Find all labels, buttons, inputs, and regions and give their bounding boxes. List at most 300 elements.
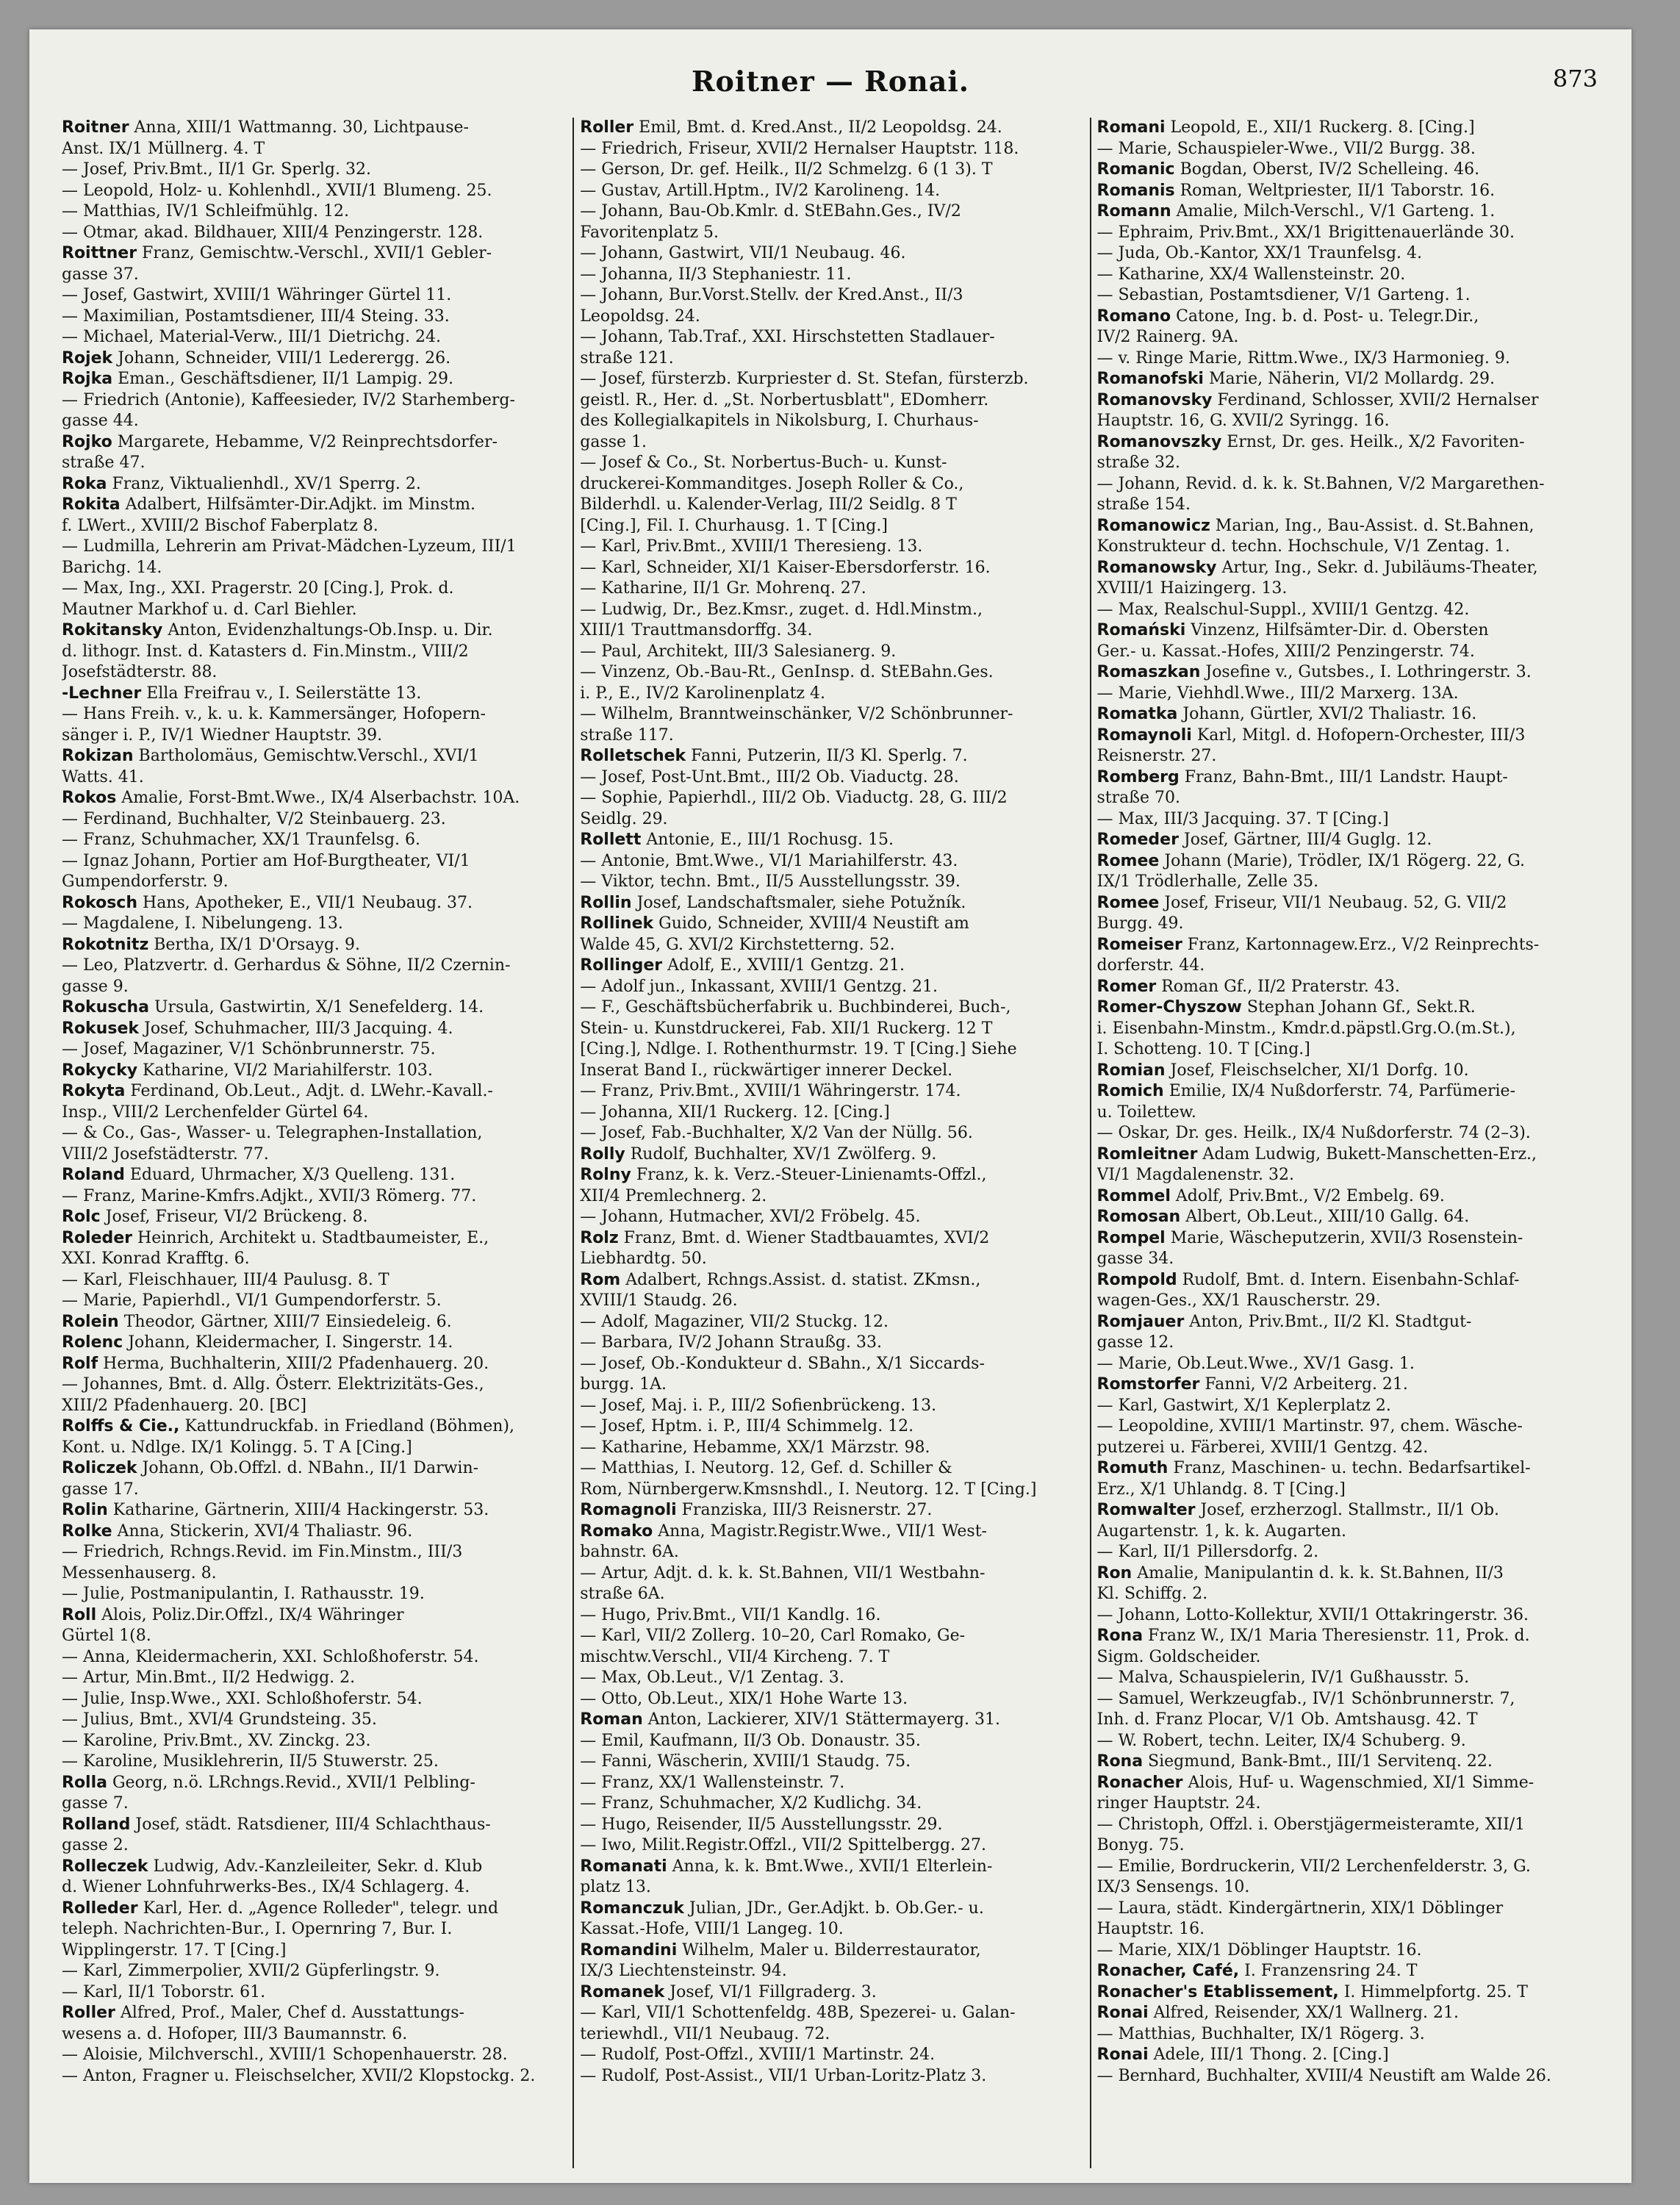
entry-details: — Emil, Kaufmann, II/3 Ob. Donaustr. 35. <box>580 1731 921 1750</box>
entry-details: — Artur, Adjt. d. k. k. St.Bahnen, VII/1 Westbahn- <box>580 1563 986 1582</box>
entry-details: IX/3 Sensengs. 10. <box>1096 1878 1250 1896</box>
entry-surname: Ron <box>1096 1563 1132 1582</box>
entry-details: Kattundruckfab. in Friedland (Böhmen), <box>179 1417 514 1435</box>
entry-surname: Rollinek <box>580 914 654 933</box>
entry-details: — Franz, Priv.Bmt., XVIII/1 Währingerstr. 174. <box>580 1082 961 1100</box>
directory-entry <box>580 956 1083 977</box>
entry-details: Siegmund, Bank-Bmt., III/1 Servitenq. 22. <box>1143 1752 1493 1771</box>
entry-surname: Rompel <box>1096 1228 1166 1247</box>
directory-entry <box>580 1186 1083 1208</box>
entry-details: druckerei-Kommanditges. Joseph Roller & Co., <box>580 474 964 493</box>
entry-details: Bartholomäus, Gemischtw.Verschl., XVI/1 <box>133 747 479 765</box>
entry-details: gasse 2. <box>62 1836 129 1854</box>
directory-entry <box>62 809 567 831</box>
entry-details: gasse 9. <box>62 977 129 996</box>
directory-entry <box>580 1291 1083 1312</box>
directory-entry <box>62 1228 567 1250</box>
directory-entry <box>580 725 1083 747</box>
entry-details: I. Schotteng. 10. T [Cing.] <box>1096 1040 1310 1058</box>
entry-details: Rudolf, Buchhalter, XV/1 Zwölferg. 9. <box>625 1144 937 1164</box>
entry-surname: Rokuscha <box>62 998 149 1017</box>
entry-surname: Roliczek <box>62 1459 137 1477</box>
entry-details: Hauptstr. 16. <box>1096 1920 1205 1938</box>
directory-entry <box>62 935 567 956</box>
entry-details: — Leo, Platzvertr. d. Gerhardus & Söhne, II/2 Czernin- <box>62 956 511 975</box>
directory-entry <box>62 453 567 474</box>
entry-details: Ger.- u. Kassat.-Hofes, XIII/2 Penzingerstr. 74. <box>1096 642 1475 661</box>
entry-surname: Romann <box>1096 202 1171 220</box>
entry-details: — Magdalene, I. Nibelungeng. 13. <box>62 914 343 933</box>
entry-surname: Roman <box>580 1710 643 1729</box>
entry-details: Artur, Ing., Sekr. d. Jubiläums-Theater, <box>1216 558 1538 577</box>
directory-entry <box>580 600 1083 621</box>
directory-entry <box>62 578 567 600</box>
entry-surname: Romeiser <box>1096 935 1182 954</box>
directory-entry <box>1097 558 1601 579</box>
entry-details: Adalbert, Rchngs.Assist. d. statist. ZKmsn., <box>620 1270 981 1289</box>
directory-entry <box>62 118 567 139</box>
directory-entry <box>580 746 1083 767</box>
directory-entry <box>62 872 567 893</box>
directory-entry <box>1097 1668 1601 1689</box>
entry-details: Johann, Ob.Offzl. d. NBahn., II/1 Darwin- <box>137 1459 479 1477</box>
entry-details: — Julie, Insp.Wwe., XXI. Schloßhoferstr. 54. <box>62 1689 423 1708</box>
directory-entry <box>1097 223 1601 244</box>
directory-entry <box>1097 453 1601 474</box>
entry-details: — Hugo, Reisender, II/5 Ausstellungsstr. 29. <box>580 1815 943 1834</box>
entry-details: straße 6A. <box>580 1585 665 1603</box>
entry-details: Josef, städt. Ratsdiener, III/4 Schlachthaus- <box>130 1815 491 1834</box>
directory-entry <box>1097 600 1601 621</box>
entry-details: — Josef & Co., St. Norbertus-Buch- u. Kunst- <box>580 453 947 472</box>
entry-details: Georg, n.ö. LRchngs.Revid., XVII/1 Pelbling- <box>107 1773 475 1792</box>
entry-details: — Wilhelm, Branntweinschänker, V/2 Schönbrunner- <box>580 705 1013 723</box>
directory-entry <box>62 201 567 223</box>
entry-details: — Josef, Gastwirt, XVIII/1 Währinger Gürtel 11. <box>62 286 452 304</box>
directory-entry <box>580 1605 1083 1627</box>
entry-details: Alois, Huf- u. Wagenschmied, XI/1 Simme- <box>1182 1773 1534 1792</box>
entry-surname: Rolc <box>62 1208 101 1226</box>
directory-entry <box>62 537 567 558</box>
entry-details: — Johann, Lotto-Kollektur, XVII/1 Ottakringerstr. 36. <box>1096 1605 1529 1624</box>
entry-details: Antonie, E., III/1 Rochusg. 15. <box>641 831 894 849</box>
entry-details: Anton, Priv.Bmt., II/2 Kl. Stadtgut- <box>1184 1312 1472 1331</box>
directory-entry <box>62 1689 567 1710</box>
directory-entry <box>580 1019 1083 1040</box>
entry-details: — Artur, Min.Bmt., II/2 Hedwigg. 2. <box>62 1668 356 1687</box>
entry-details: Eduard, Uhrmacher, X/3 Quelleng. 131. <box>124 1166 456 1184</box>
entry-details: — Katharine, Hebamme, XX/1 Märzstr. 98. <box>580 1438 930 1457</box>
entry-details: Rom, Nürnbergerw.Kmsnshdl., I. Neutorg. 12. T [Cing.] <box>580 1480 1037 1499</box>
entry-details: Franz, Kartonnagew.Erz., V/2 Reinprechts- <box>1182 935 1540 954</box>
directory-entry <box>1097 1144 1601 1166</box>
directory-entry <box>1097 830 1601 851</box>
directory-entry <box>1097 285 1601 306</box>
entry-details: dorferstr. 44. <box>1096 956 1205 975</box>
directory-entry <box>580 914 1083 935</box>
entry-details: XII/4 Premlechnerg. 2. <box>580 1186 767 1205</box>
entry-details: Emilie, IX/4 Nußdorferstr. 74, Parfümerie- <box>1163 1082 1515 1100</box>
entry-details: Josef, VI/1 Fillgraderg. 3. <box>664 1982 877 2001</box>
directory-entry <box>62 1731 567 1752</box>
directory-entry <box>580 1458 1083 1480</box>
directory-entry <box>1097 788 1601 809</box>
entry-details: Karl, Mitgl. d. Hofopern-Orchester, III/3 <box>1191 725 1526 745</box>
directory-entry <box>1097 851 1601 872</box>
directory-entry <box>1097 684 1601 705</box>
entry-details: — Anton, Fragner u. Fleischselcher, XVII/2 Klopstockg. 2. <box>62 2066 536 2085</box>
directory-entry <box>1097 1940 1601 1962</box>
entry-surname: Romanek <box>580 1982 665 2001</box>
entry-surname: Rolleczek <box>62 1857 148 1876</box>
entry-surname: Rokitansky <box>62 621 163 639</box>
directory-entry <box>62 1123 567 1144</box>
directory-entry <box>1097 411 1601 432</box>
entry-details: gasse 7. <box>62 1794 129 1813</box>
entry-details: Stephan Johann Gf., Sekt.R. <box>1241 998 1476 1017</box>
entry-surname: Rommel <box>1096 1186 1171 1205</box>
entry-surname: Rolla <box>62 1773 107 1792</box>
directory-entry <box>1097 1500 1601 1521</box>
directory-entry <box>1097 1081 1601 1102</box>
directory-entry <box>580 1416 1083 1438</box>
entry-details: IX/3 Liechtensteinstr. 94. <box>580 1962 787 1980</box>
entry-surname: Romaynoli <box>1096 725 1192 745</box>
entry-surname: Romanic <box>1096 160 1175 179</box>
entry-details: — Malva, Schauspielerin, IV/1 Gußhausstr. 5. <box>1096 1668 1470 1687</box>
entry-surname: Romako <box>580 1521 653 1541</box>
directory-entry <box>62 516 567 537</box>
entry-details: XIII/2 Pfadenhauerg. 20. [BC] <box>62 1396 307 1415</box>
entry-details: — Max, Realschul-Suppl., XVIII/1 Gentzg. 42. <box>1096 600 1470 619</box>
directory-entry <box>1097 1689 1601 1710</box>
entry-details: — & Co., Gas-, Wasser- u. Telegraphen-Installation, <box>62 1124 483 1142</box>
entry-surname: Ronai <box>1096 2046 1149 2064</box>
entry-details: — Johann, Revid. d. k. k. St.Bahnen, V/2 Margarethen- <box>1096 474 1545 493</box>
entry-details: — Friedrich (Antonie), Kaffeesieder, IV/2 Starhemberg- <box>62 390 515 409</box>
page-number: 873 <box>1552 65 1598 93</box>
directory-entry <box>62 914 567 935</box>
entry-details: Rudolf, Bmt. d. Intern. Eisenbahn-Schlaf- <box>1177 1270 1520 1289</box>
directory-entry <box>62 956 567 977</box>
directory-entry <box>1097 1019 1601 1040</box>
directory-entry <box>62 893 567 914</box>
directory-entry <box>1097 893 1601 914</box>
entry-surname: Romani <box>1096 118 1166 137</box>
directory-entry <box>580 1710 1083 1731</box>
directory-entry <box>1097 662 1601 684</box>
entry-details: Sigm. Goldscheider. <box>1096 1647 1261 1666</box>
entry-details: — Johannes, Bmt. d. Allg. Österr. Elektrizitäts-Ges., <box>62 1375 484 1394</box>
directory-entry <box>62 474 567 495</box>
directory-entry <box>1097 265 1601 286</box>
entry-details: Inh. d. Franz Plocar, V/1 Ob. Amtshausg. 42. T <box>1096 1710 1478 1729</box>
entry-details: Augartenstr. 1, k. k. Augarten. <box>1096 1521 1346 1541</box>
entry-details: — Otmar, akad. Bildhauer, XIII/4 Penzingerstr. 128. <box>62 223 484 242</box>
entry-surname: Romanati <box>580 1857 667 1876</box>
directory-entry <box>580 369 1083 390</box>
entry-details: Johann, Gürtler, XVI/2 Thaliastr. 16. <box>1177 705 1477 723</box>
directory-entry <box>1097 1165 1601 1186</box>
entry-surname: Rolke <box>62 1521 112 1541</box>
entry-details: — Karoline, Priv.Bmt., XV. Zinckg. 23. <box>62 1731 371 1750</box>
directory-entry <box>1097 159 1601 181</box>
entry-surname: Romeder <box>1096 831 1179 849</box>
directory-entry <box>62 1899 567 1920</box>
directory-entry <box>580 704 1083 725</box>
entry-details: Johann, Schneider, VIII/1 Lederergg. 26. <box>112 348 451 368</box>
entry-details: I. Himmelpfortg. 25. T <box>1338 1982 1528 2001</box>
directory-entry <box>580 1731 1083 1752</box>
entry-surname: Rokizan <box>62 747 134 765</box>
entry-surname: Rolny <box>580 1166 631 1184</box>
entry-details: — Marie, Schauspieler-Wwe., VII/2 Burgg. 38. <box>1096 139 1476 158</box>
directory-entry <box>1097 914 1601 935</box>
entry-details: — Matthias, Buchhalter, IX/1 Rögerg. 3. <box>1096 2024 1425 2043</box>
directory-entry <box>580 1123 1083 1144</box>
directory-entry <box>1097 767 1601 789</box>
entry-details: Karl, Her. d. „Agence Rolleder", telegr. und <box>137 1899 499 1918</box>
entry-surname: Romberg <box>1096 767 1180 786</box>
directory-entry <box>1097 872 1601 893</box>
page-header <box>29 65 1631 109</box>
directory-entry <box>580 1312 1083 1333</box>
entry-details: — Gustav, Artill.Hptm., IV/2 Karolineng. 14. <box>580 181 941 200</box>
directory-entry <box>62 1793 567 1815</box>
entry-details: — Friedrich, Rchngs.Revid. im Fin.Minstm., III/3 <box>62 1543 463 1561</box>
directory-entry <box>62 558 567 579</box>
entry-details: Franziska, III/3 Reisnerstr. 27. <box>676 1501 933 1519</box>
entry-details: XXI. Konrad Krafftg. 6. <box>62 1250 250 1268</box>
entry-surname: Rokycky <box>62 1061 138 1080</box>
entry-details: — Antonie, Bmt.Wwe., VI/1 Mariahilferstr. 43. <box>580 851 958 870</box>
entry-details: — Josef, Fab.-Buchhalter, X/2 Van der Nüllg. 56. <box>580 1124 973 1142</box>
directory-entry <box>1097 1249 1601 1270</box>
directory-entry <box>62 1186 567 1208</box>
entry-details: IX/1 Trödlerhalle, Zelle 35. <box>1096 872 1319 891</box>
entry-details: — Johann, Bau-Ob.Kmlr. d. StEBahn.Ges., IV/2 <box>580 202 961 220</box>
entry-surname: Romwalter <box>1096 1501 1196 1519</box>
directory-entry <box>1097 516 1601 537</box>
entry-details: Theodor, Gärtner, XIII/7 Einsiedeleig. 6. <box>118 1312 452 1331</box>
directory-entry <box>62 1815 567 1836</box>
entry-details: — Karl, Priv.Bmt., XVIII/1 Theresieng. 13. <box>580 537 923 556</box>
entry-surname: Rolffs & Cie., <box>62 1417 180 1435</box>
entry-details: — Iwo, Milit.Registr.Offzl., VII/2 Spittelbergg. 27. <box>580 1836 987 1854</box>
directory-entry <box>62 139 567 160</box>
directory-entry <box>62 1061 567 1082</box>
entry-details: straße 47. <box>62 453 146 472</box>
entry-surname: Rolz <box>580 1228 619 1247</box>
entry-details: — Matthias, IV/1 Schleifmühlg. 12. <box>62 202 349 220</box>
entry-details: — Karl, VII/2 Zollerg. 10–20, Carl Romako, Ge- <box>580 1627 966 1645</box>
entry-details: putzerei u. Färberei, XVIII/1 Gentzg. 42. <box>1096 1438 1429 1457</box>
entry-details: [Cing.], Ndlge. I. Rothenthurmstr. 19. T [Cing.] Siehe <box>580 1040 1017 1058</box>
entry-details: [Cing.], Fil. I. Churhausg. 1. T [Cing.] <box>580 516 888 535</box>
directory-entry <box>1097 1605 1601 1627</box>
directory-entry <box>580 1333 1083 1354</box>
entry-details: Josef, Friseur, VI/2 Brückeng. 8. <box>100 1208 368 1226</box>
entry-surname: Rolein <box>62 1312 119 1331</box>
entry-surname: Romian <box>1096 1061 1166 1080</box>
entry-details: Amalie, Milch-Verschl., V/1 Garteng. 1. <box>1171 202 1496 220</box>
entry-details: Franz W., IX/1 Maria Theresienstr. 11, Prok. d. <box>1143 1627 1530 1645</box>
entry-details: Leopold, E., XII/1 Ruckerg. 8. [Cing.] <box>1165 118 1475 137</box>
directory-entry <box>62 2024 567 2046</box>
entry-details: — Friedrich, Friseur, XVII/2 Hernalser Hauptstr. 118. <box>580 139 1019 158</box>
directory-entry <box>580 788 1083 809</box>
directory-entry <box>62 746 567 767</box>
directory-entry <box>62 600 567 621</box>
entry-details: — Christoph, Offzl. i. Oberstjägermeisteramte, XII/1 <box>1096 1815 1526 1834</box>
entry-surname: Roland <box>62 1166 125 1184</box>
entry-details: Anna, XIII/1 Wattmanng. 30, Lichtpause- <box>129 118 469 137</box>
entry-surname: Romagnoli <box>580 1501 677 1519</box>
directory-entry <box>580 830 1083 851</box>
entry-surname: Romanovszky <box>1096 432 1222 451</box>
entry-surname: Rollin <box>580 893 632 912</box>
directory-entry <box>580 1061 1083 1082</box>
directory-entry <box>1097 1521 1601 1543</box>
entry-details: — Laura, städt. Kindergärtnerin, XIX/1 Döblinger <box>1096 1899 1504 1918</box>
directory-entry <box>62 1982 567 2004</box>
entry-details: Josef, erzherzogl. Stallmstr., II/1 Ob. <box>1195 1501 1500 1519</box>
directory-entry <box>580 684 1083 705</box>
entry-details: — Karl, II/1 Toborstr. 61. <box>62 1982 266 2001</box>
directory-entry <box>580 809 1083 831</box>
directory-entry <box>62 1019 567 1040</box>
directory-entry <box>62 1312 567 1333</box>
entry-details: Watts. 41. <box>62 767 144 786</box>
directory-entry <box>580 872 1083 893</box>
entry-surname: Roitner <box>62 118 129 137</box>
entry-details: mischtw.Verschl., VII/4 Kircheng. 7. T <box>580 1647 890 1666</box>
directory-entry <box>62 1521 567 1543</box>
entry-details: — Franz, Schuhmacher, X/2 Kudlichg. 34. <box>580 1794 922 1813</box>
entry-details: XVIII/1 Haizingerg. 13. <box>1096 579 1288 598</box>
directory-entry <box>62 159 567 181</box>
entry-details: — Fanni, Wäscherin, XVIII/1 Staudg. 75. <box>580 1752 911 1771</box>
entry-surname: Rokusek <box>62 1019 139 1038</box>
entry-surname: Rokita <box>62 495 121 514</box>
entry-surname: Rokyta <box>62 1082 126 1100</box>
entry-details: — Anna, Kleidermacherin, XXI. Schloßhoferstr. 54. <box>62 1647 479 1666</box>
entry-details: Alois, Poliz.Dir.Offzl., IX/4 Währinger <box>96 1605 404 1624</box>
directory-entry <box>1097 1207 1601 1228</box>
entry-details: Emil, Bmt. d. Kred.Anst., II/2 Leopoldsg. 24. <box>633 118 1002 137</box>
directory-entry <box>1097 746 1601 767</box>
directory-entry <box>580 1480 1083 1501</box>
entry-surname: Rojek <box>62 348 113 368</box>
directory-entry <box>1097 977 1601 998</box>
entry-details: Stein- u. Kunstdruckerei, Fab. XII/1 Ruckerg. 12 T <box>580 1019 993 1038</box>
entry-details: — Julie, Postmanipulantin, I. Rathausstr. 19. <box>62 1585 425 1603</box>
entry-details: Alfred, Reisender, XX/1 Wallnerg. 21. <box>1148 2004 1459 2022</box>
entry-surname: Romandini <box>580 1940 678 1960</box>
directory-entry <box>580 1081 1083 1102</box>
entry-details: Anna, Stickerin, XVI/4 Thaliastr. 96. <box>112 1521 413 1541</box>
entry-details: — Josef, Maj. i. P., III/2 Sofienbrückeng. 13. <box>580 1396 937 1415</box>
entry-details: — Julius, Bmt., XVI/4 Grundsteing. 35. <box>62 1710 377 1729</box>
entry-details: — Ludmilla, Lehrerin am Privat-Mädchen-Lyzeum, III/1 <box>62 537 517 556</box>
directory-entry <box>62 1249 567 1270</box>
directory-entry <box>62 1668 567 1689</box>
entry-details: i. P., E., IV/2 Karolinenplatz 4. <box>580 684 826 703</box>
directory-entry <box>1097 495 1601 516</box>
directory-entry <box>62 1354 567 1375</box>
entry-details: gasse 12. <box>1096 1333 1174 1352</box>
directory-entry <box>62 327 567 348</box>
entry-details: — Aloisie, Milchverschl., XVIII/1 Schopenhauerstr. 28. <box>62 2046 508 2064</box>
directory-entry <box>1097 1039 1601 1061</box>
entry-details: Adam Ludwig, Bukett-Manschetten-Erz., <box>1197 1144 1537 1164</box>
directory-entry <box>62 306 567 328</box>
entry-details: Leopoldsg. 24. <box>580 306 700 326</box>
directory-entry <box>62 265 567 286</box>
directory-entry <box>580 181 1083 202</box>
directory-entry <box>62 243 567 265</box>
entry-details: Franz, Maschinen- u. techn. Bedarfsartikel- <box>1168 1459 1531 1477</box>
entry-details: Anna, Magistr.Registr.Wwe., VII/1 West- <box>653 1521 987 1541</box>
directory-entry <box>62 1438 567 1459</box>
entry-surname: Rollinger <box>580 956 663 975</box>
directory-entry <box>580 893 1083 914</box>
directory-entry <box>1097 956 1601 977</box>
entry-details: — Leopoldine, XVIII/1 Martinstr. 97, chem. Wäsche- <box>1096 1417 1523 1435</box>
entry-details: — Emilie, Bordruckerin, VII/2 Lerchenfelderstr. 3, G. <box>1096 1857 1531 1876</box>
entry-surname: Roll <box>62 1605 97 1624</box>
entry-details: Albert, Ob.Leut., XIII/10 Gallg. 64. <box>1180 1208 1470 1226</box>
directory-entry <box>1097 1773 1601 1794</box>
entry-surname: Romstorfer <box>1096 1375 1200 1394</box>
entry-details: — Sophie, Papierhdl., III/2 Ob. Viaductg. 28, G. III/2 <box>580 789 1008 807</box>
entry-details: Franz, Gemischtw.-Verschl., XVII/1 Gebler- <box>137 244 492 262</box>
entry-details: — Adolf jun., Inkassant, XVIII/1 Gentzg. 21. <box>580 977 938 996</box>
entry-details: — Franz, XX/1 Wallensteinstr. 7. <box>580 1773 845 1792</box>
directory-entry <box>1097 1899 1601 1920</box>
entry-details: Wipplingerstr. 17. T [Cing.] <box>62 1940 287 1960</box>
directory-entry <box>62 1835 567 1857</box>
entry-details: gasse 44. <box>62 412 139 430</box>
directory-columns <box>56 118 1607 2168</box>
entry-surname: Ronai <box>1096 2004 1149 2022</box>
directory-entry <box>580 1165 1083 1186</box>
directory-entry <box>580 1668 1083 1689</box>
directory-entry <box>62 1480 567 1501</box>
entry-details: Burgg. 49. <box>1096 914 1184 933</box>
entry-details: — Michael, Material-Verw., III/1 Dietrichg. 24. <box>62 328 441 346</box>
entry-details: teleph. Nachrichten-Bur., I. Opernring 7, Bur. I. <box>62 1920 453 1938</box>
entry-details: Gürtel 1(8. <box>62 1627 151 1645</box>
directory-entry <box>1097 1396 1601 1417</box>
directory-entry <box>1097 1815 1601 1836</box>
entry-surname: Ronacher <box>1096 1773 1183 1792</box>
directory-entry <box>62 788 567 809</box>
directory-entry <box>580 159 1083 181</box>
entry-details: Josefstädterstr. 88. <box>62 663 218 681</box>
directory-entry <box>1097 1480 1601 1501</box>
entry-details: d. Wiener Lohnfuhrwerks-Bes., IX/4 Schlagerg. 4. <box>62 1878 470 1896</box>
directory-entry <box>580 1102 1083 1124</box>
directory-entry <box>1097 1102 1601 1124</box>
directory-entry <box>580 1584 1083 1605</box>
entry-surname: Romleitner <box>1096 1144 1198 1164</box>
entry-details: — Otto, Ob.Leut., XIX/1 Hohe Warte 13. <box>580 1689 908 1708</box>
directory-entry <box>580 1354 1083 1375</box>
directory-entry <box>580 1563 1083 1585</box>
entry-details: Roman Gf., II/2 Praterstr. 43. <box>1156 977 1400 996</box>
entry-details: straße 154. <box>1096 495 1191 514</box>
